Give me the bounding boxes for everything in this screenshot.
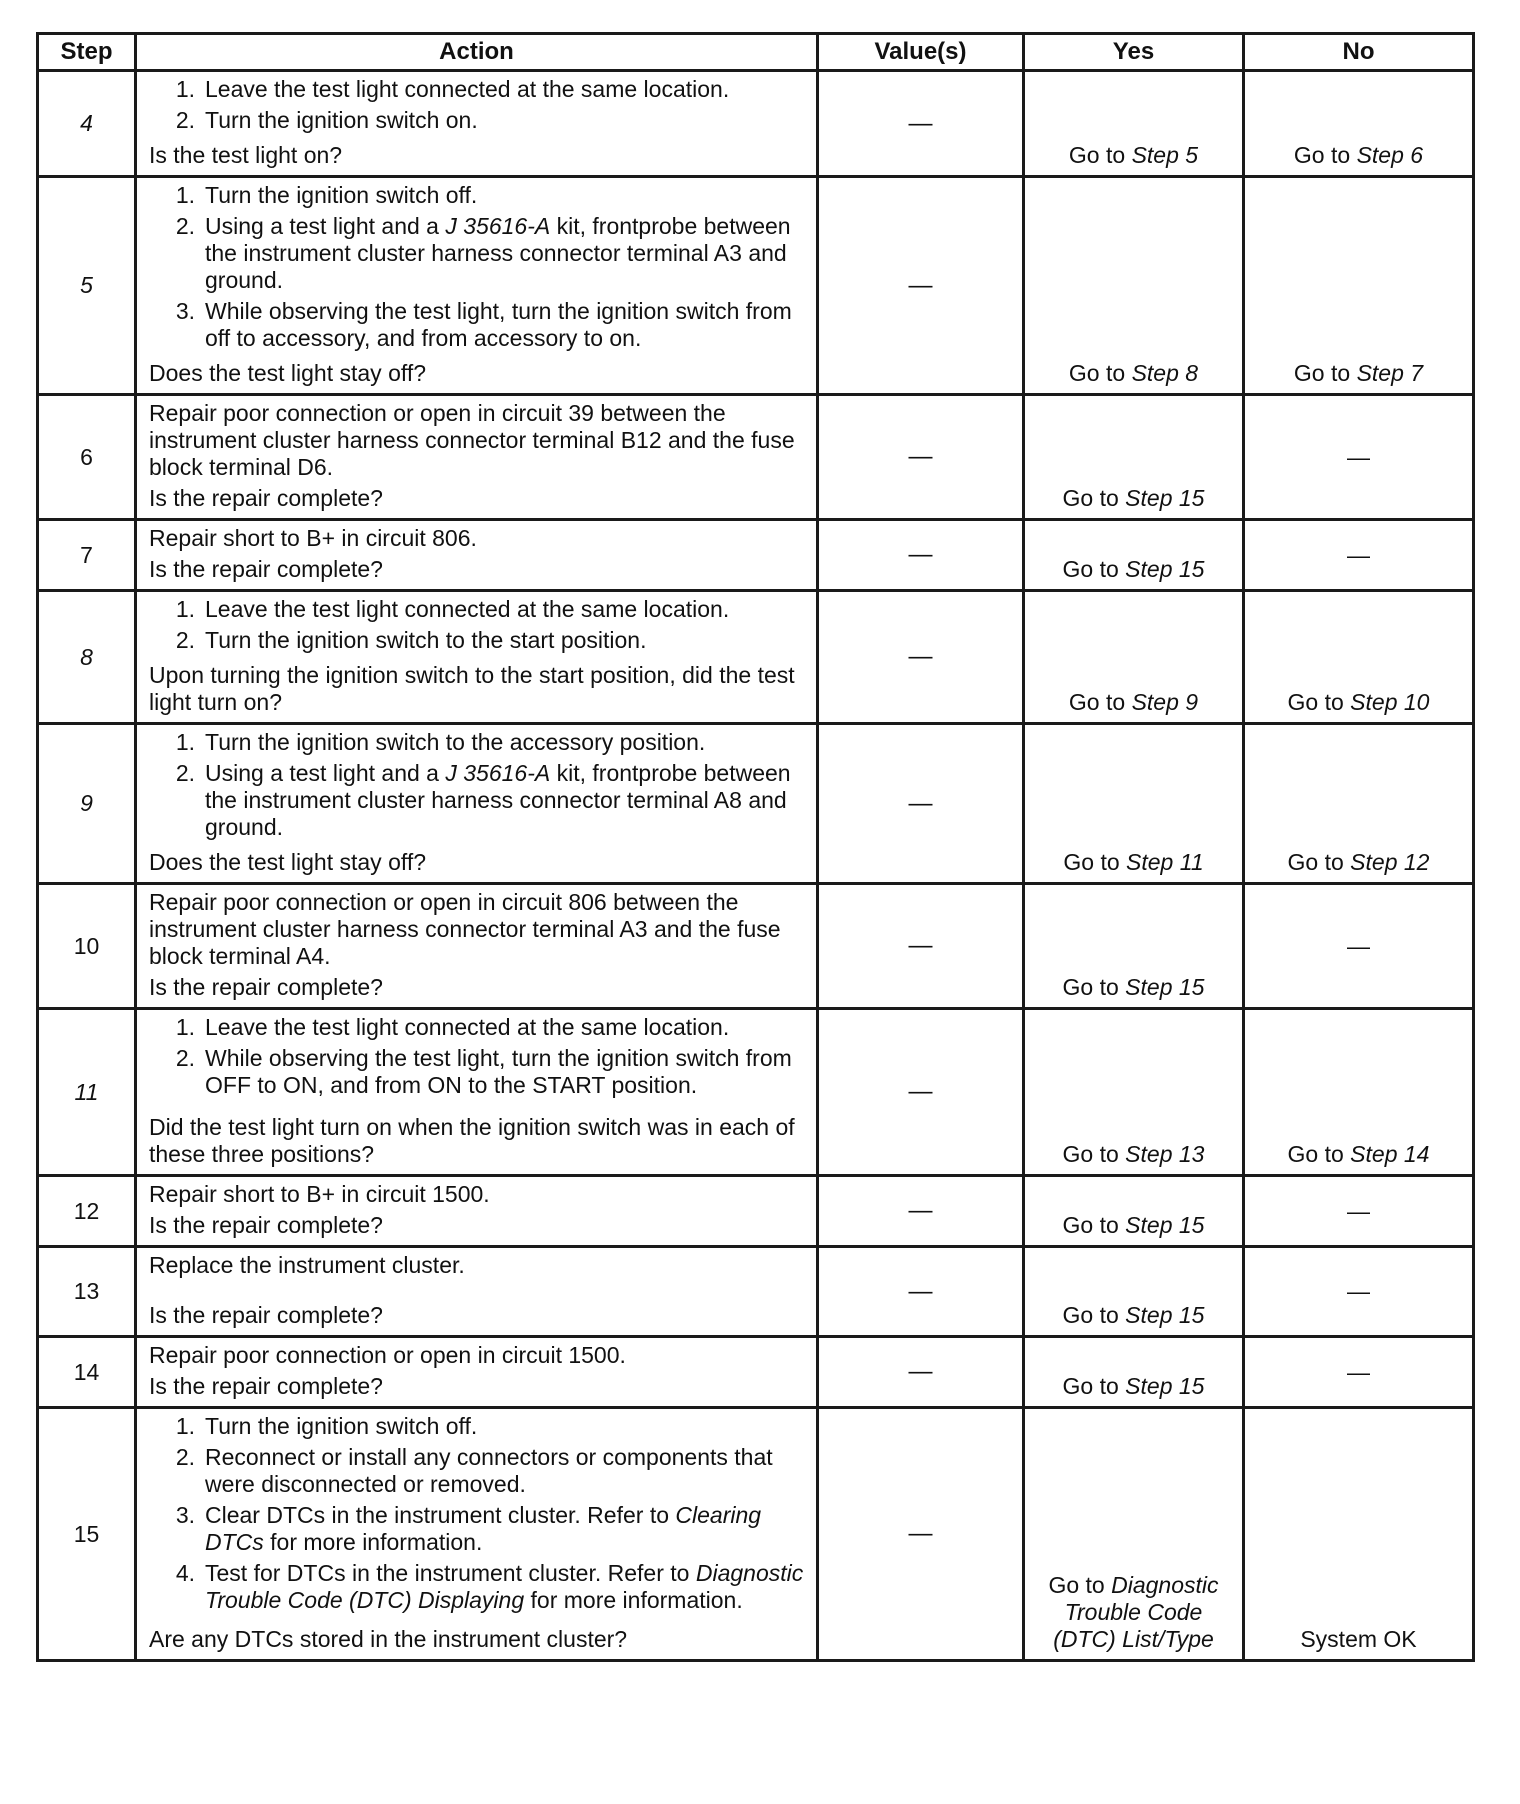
action-steps-list [149,182,806,356]
action-step-number: 3. [175,298,195,324]
table-row [38,520,1474,591]
action-text: Repair poor connection or open in circuit 1500. [149,1342,626,1368]
action-cell [136,591,818,724]
action-cell [136,71,818,177]
no-cell [1244,1009,1474,1176]
yes-header: Yes [1024,34,1244,71]
action-content [149,182,806,387]
action-question: Did the test light turn on when the ignition switch was in each of these three positions? [149,1114,795,1167]
yes-goto-label: Go to [1062,1302,1119,1328]
action-reference: Clearing DTCs [205,1502,762,1555]
action-question: Is the repair complete? [149,974,383,1000]
action-text-segment: Test for DTCs in the instrument cluster. Refer to [205,1560,696,1586]
action-step-number: 1. [175,182,195,208]
yes-target-link[interactable]: Step 15 [1125,1212,1205,1238]
action-cell [136,520,818,591]
action-text-segment: Using a test light and a [205,213,446,239]
no-cell [1244,591,1474,724]
action-content [149,1413,806,1653]
yes-goto-label: Go to [1062,556,1119,582]
action-text-segment: for more information. [263,1529,483,1555]
action-question: Is the repair complete? [149,485,383,511]
action-content [149,76,806,169]
no-cell [1244,71,1474,177]
step-number: 11 [38,1009,136,1176]
action-step-text [205,1502,806,1556]
no-target-link[interactable]: Step 6 [1356,142,1424,168]
table-row [38,395,1474,520]
action-step-number: 4. [175,1560,195,1586]
yes-target-link[interactable]: Step 15 [1125,1302,1205,1328]
action-cell [136,1176,818,1247]
action-question: Does the test light stay off? [149,360,427,386]
value-cell: — [818,724,1024,884]
value-cell: — [818,1337,1024,1408]
table-row [38,591,1474,724]
action-step-item [149,76,806,103]
action-content [149,1014,806,1168]
action-text-segment: Using a test light and a [205,760,446,786]
yes-target-link[interactable]: Step 5 [1131,142,1199,168]
diagnostic-table [36,32,1475,1662]
yes-cell [1024,1176,1244,1247]
action-step-item [149,1502,806,1556]
action-step-item [149,1014,806,1041]
action-cell [136,395,818,520]
action-step-item [149,182,806,209]
value-cell: — [818,395,1024,520]
action-question: Upon turning the ignition switch to the start position, did the test light turn on? [149,662,795,715]
action-step-text: Turn the ignition switch to the accessory position. [205,729,706,755]
action-steps-list [149,596,806,658]
action-text: Repair short to B+ in circuit 1500. [149,1181,490,1207]
yes-goto-label: Go to [1062,1373,1119,1399]
yes-goto-label: Go to [1068,689,1126,715]
no-goto-label: Go to [1287,689,1344,715]
action-reference: J 35616-A [445,213,551,239]
step-number: 12 [38,1176,136,1247]
action-step-number: 2. [175,1045,195,1071]
action-step-item [149,1413,806,1440]
action-header: Action [136,34,818,71]
table-body [38,71,1474,1661]
action-content [149,525,806,583]
action-question: Is the test light on? [149,142,343,168]
yes-goto-label: Go to [1068,142,1126,168]
step-number: 8 [38,591,136,724]
step-number: 14 [38,1337,136,1408]
action-question: Is the repair complete? [149,1212,383,1238]
no-target-link[interactable]: Step 12 [1350,849,1430,875]
no-target-link[interactable]: Step 10 [1350,689,1430,715]
action-step-text: Reconnect or install any connectors or components that were disconnected or removed. [205,1444,773,1497]
action-content [149,400,806,512]
yes-target-link[interactable]: Step 9 [1131,689,1199,715]
action-step-text: Turn the ignition switch to the start position. [205,627,647,653]
no-header: No [1244,34,1474,71]
value-cell: — [818,520,1024,591]
action-step-text [205,213,806,294]
action-step-text: Leave the test light connected at the same location. [205,76,730,102]
table-row [38,884,1474,1009]
step-number: 9 [38,724,136,884]
table-row [38,71,1474,177]
table-row [38,724,1474,884]
action-step-item [149,627,806,654]
no-cell: — [1244,1176,1474,1247]
no-target-link[interactable]: Step 7 [1356,360,1424,386]
action-content [149,596,806,716]
action-step-number: 3. [175,1502,195,1528]
action-content [149,1181,806,1239]
yes-target-link[interactable]: Diagnostic Trouble Code (DTC) List/Type [1053,1572,1219,1652]
table-row [38,1176,1474,1247]
yes-target-link[interactable]: Step 13 [1125,1141,1205,1167]
action-step-text: While observing the test light, turn the ignition switch from off to accessory, and from accessory to on. [205,298,792,351]
action-text-segment: kit, frontprobe between the instrument cluster harness connector terminal A3 and ground. [205,213,791,293]
yes-goto-label: Go to [1063,849,1120,875]
action-step-text: Turn the ignition switch on. [205,107,478,133]
action-step-number: 1. [175,1413,195,1439]
action-step-item [149,107,806,134]
step-header: Step [38,34,136,71]
table-row [38,1337,1474,1408]
value-cell: — [818,1408,1024,1661]
yes-cell [1024,71,1244,177]
action-cell [136,724,818,884]
action-step-number: 2. [175,1444,195,1470]
yes-target-link[interactable]: Step 15 [1125,974,1205,1000]
action-content [149,1252,806,1329]
action-step-number: 2. [175,760,195,786]
step-number: 13 [38,1247,136,1337]
yes-cell [1024,177,1244,395]
action-cell [136,1247,818,1337]
action-cell [136,1009,818,1176]
action-question: Is the repair complete? [149,1373,383,1399]
action-cell [136,1408,818,1661]
value-cell: — [818,177,1024,395]
action-step-item [149,298,806,352]
action-step-text: Leave the test light connected at the same location. [205,596,730,622]
yes-goto-label: Go to [1048,1572,1105,1598]
no-cell: — [1244,1247,1474,1337]
action-content [149,1342,806,1400]
action-question: Is the repair complete? [149,556,383,582]
action-steps-list [149,1413,806,1618]
action-text-segment: for more information. [524,1587,743,1613]
no-cell: System OK [1244,1408,1474,1661]
step-number: 15 [38,1408,136,1661]
action-steps-list [149,729,806,845]
action-step-text: While observing the test light, turn the ignition switch from OFF to ON, and from ON to the START position. [205,1045,792,1098]
table-row [38,177,1474,395]
action-step-text: Turn the ignition switch off. [205,182,478,208]
action-cell [136,1337,818,1408]
action-question: Does the test light stay off? [149,849,427,875]
no-cell: — [1244,884,1474,1009]
yes-cell [1024,884,1244,1009]
value-cell: — [818,1009,1024,1176]
yes-cell [1024,1009,1244,1176]
step-number: 10 [38,884,136,1009]
action-step-text: Turn the ignition switch off. [205,1413,478,1439]
no-cell: — [1244,395,1474,520]
action-step-number: 2. [175,107,195,133]
action-content [149,889,806,1001]
step-number: 5 [38,177,136,395]
action-step-number: 2. [175,627,195,653]
action-step-number: 2. [175,213,195,239]
action-content [149,729,806,876]
yes-goto-label: Go to [1068,360,1126,386]
action-text: Replace the instrument cluster. [149,1252,465,1278]
action-cell [136,884,818,1009]
yes-goto-label: Go to [1062,974,1119,1000]
action-step-item [149,213,806,294]
action-reference: Diagnostic Trouble Code (DTC) Displaying [205,1560,804,1613]
action-step-text [205,1560,806,1614]
yes-cell [1024,724,1244,884]
no-goto-label: Go to [1293,360,1351,386]
no-cell [1244,724,1474,884]
action-step-item [149,760,806,841]
value-cell: — [818,884,1024,1009]
table-row [38,1009,1474,1176]
action-step-item [149,1444,806,1498]
value-cell: — [818,591,1024,724]
action-step-number: 1. [175,1014,195,1040]
value-cell: — [818,1247,1024,1337]
yes-cell [1024,1247,1244,1337]
step-number: 7 [38,520,136,591]
yes-cell [1024,395,1244,520]
yes-cell [1024,520,1244,591]
no-cell: — [1244,1337,1474,1408]
no-cell [1244,177,1474,395]
action-text: Repair short to B+ in circuit 806. [149,525,477,551]
action-text-segment: Clear DTCs in the instrument cluster. Refer to [205,1502,676,1528]
action-step-item [149,1560,806,1614]
action-question: Are any DTCs stored in the instrument cluster? [149,1626,628,1652]
yes-target-link[interactable]: Step 11 [1126,849,1204,875]
action-cell [136,177,818,395]
action-step-item [149,1045,806,1099]
yes-cell [1024,1408,1244,1661]
table-row [38,1408,1474,1661]
no-goto-label: Go to [1293,142,1351,168]
no-target-link[interactable]: Step 14 [1350,1141,1430,1167]
yes-target-link[interactable]: Step 15 [1125,556,1205,582]
no-goto-label: Go to [1287,849,1344,875]
step-number: 4 [38,71,136,177]
header-row [38,34,1474,71]
step-number: 6 [38,395,136,520]
no-cell: — [1244,520,1474,591]
action-text: Repair poor connection or open in circuit 39 between the instrument cluster harness connector terminal B12 and the fuse block terminal D6. [149,400,795,480]
action-question: Is the repair complete? [149,1302,383,1328]
yes-goto-label: Go to [1062,1141,1119,1167]
yes-goto-label: Go to [1062,1212,1119,1238]
action-text-segment: kit, frontprobe between the instrument cluster harness connector terminal A8 and ground. [205,760,791,840]
yes-goto-label: Go to [1062,485,1119,511]
action-steps-list [149,76,806,138]
values-header: Value(s) [818,34,1024,71]
yes-target-link[interactable]: Step 15 [1125,485,1205,511]
action-step-text: Leave the test light connected at the same location. [205,1014,730,1040]
table-row [38,1247,1474,1337]
yes-target-link[interactable]: Step 8 [1131,360,1199,386]
action-step-item [149,729,806,756]
action-step-number: 1. [175,729,195,755]
action-step-item [149,596,806,623]
yes-target-link[interactable]: Step 15 [1125,1373,1205,1399]
yes-cell [1024,1337,1244,1408]
yes-cell [1024,591,1244,724]
value-cell: — [818,1176,1024,1247]
value-cell: — [818,71,1024,177]
action-step-number: 1. [175,596,195,622]
no-goto-label: Go to [1287,1141,1344,1167]
action-text: Repair poor connection or open in circuit 806 between the instrument cluster harness connector terminal A3 and the fuse block terminal A4. [149,889,781,969]
action-step-number: 1. [175,76,195,102]
action-reference: J 35616-A [445,760,551,786]
action-steps-list [149,1014,806,1103]
action-step-text [205,760,806,841]
